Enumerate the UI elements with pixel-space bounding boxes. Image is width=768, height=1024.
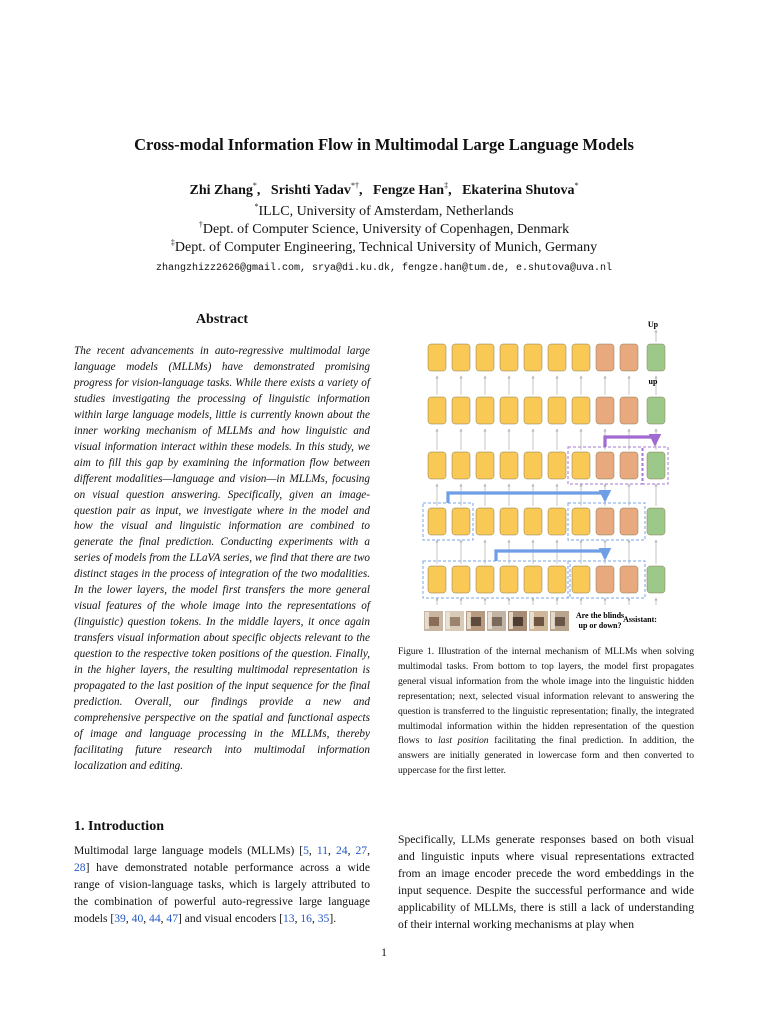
text-run: ] have demonstrated notable performance across a wide range of vision-language tasks, which is largely attributed to the combination of powerful auto-regressive large language models [ [74,861,370,925]
image-token [452,566,470,593]
image-token [548,397,566,424]
page-number: 1 [381,946,387,959]
image-token [428,397,446,424]
citation-link[interactable]: 11 [316,844,329,857]
question-text-line1: Are the blinds [575,611,625,620]
author-list: Zhi Zhang*, Srishti Yadav*†, Fengze Han‡, Ekaterina Shutova* [189,181,579,198]
image-patch-highlight [467,612,471,629]
image-token [524,566,542,593]
intro-paragraph-continued: Specifically, LLMs generate responses based on both visual and linguistic inputs where visual representations extracted from an image encoder precede the word embeddings in the input sequence. Despite the successful performance and wide applicability of MLLMs, there is still a lack of understanding of their internal working mechanisms at play when [398,833,694,931]
caption-text: Figure 1. Illustration of the internal mechanism of MLLMs when solving multimodal tasks. From bottom to top layers, the model first propagates general visual information from the whole image into the linguistic hidden representation; next, selected visual information relevant to answering the question is transferred to the linguistic representation; finally, the integrated multimodal information within the hidden representation of the question flows to [398,646,694,747]
caption-text: facilitating the final prediction. In addition, the answers are initially generated in lowercase form and then converted to uppercase for the first letter. [398,735,694,777]
caption-emphasis: last position [438,735,489,747]
image-token [572,566,590,593]
last-position-token [647,344,665,371]
question-token [596,452,614,479]
citation-link[interactable]: 16 [300,912,312,925]
image-token [500,452,518,479]
citation-link[interactable]: 28 [74,861,86,874]
paper-title: Cross-modal Information Flow in Multimodal Large Language Models [134,135,634,154]
image-patch-detail [533,617,544,626]
output-label-up: Up [647,320,659,329]
affiliation-mark: * [254,202,259,211]
affiliation [0,240,768,256]
image-token [572,344,590,371]
image-token [428,452,446,479]
image-token [476,397,494,424]
image-token [500,397,518,424]
image-patch-detail [449,617,460,626]
citation-link[interactable]: 47 [166,912,179,925]
intermediate-label-up: up [648,377,658,386]
question-text-line2: up or down? [578,621,622,630]
affiliation-text: Dept. of Computer Science, University of Copenhagen, Denmark [202,222,570,237]
last-position-token [647,397,665,424]
citation-link[interactable]: 24 [335,844,348,857]
citation-link[interactable]: 35 [317,912,330,925]
image-patch-detail [470,617,481,626]
image-token [476,508,494,535]
image-patch-detail [512,617,523,626]
general-visual-flow-arrow [496,551,605,561]
citation-link[interactable]: 44 [149,912,161,925]
image-patch-detail [428,617,439,626]
text-run: Multimodal large language models (MLLMs) [ [74,844,304,857]
abstract-heading: Abstract [195,312,249,327]
text-run: ] and visual encoders [ [178,912,283,925]
question-token [620,508,638,535]
affiliation-mark: ‡ [170,238,175,247]
citation-link[interactable]: 13 [282,912,295,925]
question-token [596,508,614,535]
image-token [572,397,590,424]
citation-link[interactable]: 5 [303,844,309,857]
image-token [548,508,566,535]
text-run: ]. [329,912,337,925]
image-token [500,508,518,535]
image-token [524,397,542,424]
author-mark: *† [350,181,359,190]
author-name: Zhi Zhang [189,183,253,198]
affiliation-text: Dept. of Computer Engineering, Technical University of Munich, Germany [174,240,598,255]
image-token [572,452,590,479]
author-mark: * [252,181,257,190]
image-patch-highlight [446,612,450,629]
question-token [620,452,638,479]
question-token [596,566,614,593]
citation-link[interactable]: 39 [114,912,126,925]
affiliation-text: ILLC, University of Amsterdam, Netherlands [258,204,514,219]
image-token [452,397,470,424]
intro-paragraph: Multimodal large language models (MLLMs) [5, 11, 24, 27, 28] have demonstrated notable performance across a wide range of vision-language tasks, which is largely attributed to the combination of powerful auto-regressive large language models [39, 40, 44, 47] and visual encoders [13, 16, 35]. [74,844,370,925]
image-token [428,508,446,535]
image-token [548,452,566,479]
image-token [548,566,566,593]
image-patch-highlight [551,612,555,629]
citation-link[interactable]: 40 [131,912,144,925]
affiliation-mark: † [198,220,203,229]
image-token [452,508,470,535]
image-token [452,344,470,371]
author-name: Ekaterina Shutova [462,183,575,198]
question-token [620,397,638,424]
figure-caption [398,645,694,779]
image-token [524,344,542,371]
figure-1-diagram [418,315,678,637]
image-patch-highlight [425,612,429,629]
image-token [572,508,590,535]
assistant-label: Assistant: [623,615,657,624]
image-token [524,508,542,535]
image-token [428,566,446,593]
image-token [452,452,470,479]
citation-link[interactable]: 27 [355,844,368,857]
image-token [548,344,566,371]
question-token [596,397,614,424]
author-emails: zhangzhizz2626@gmail.com, srya@di.ku.dk, fengze.han@tum.de, e.shutova@uva.nl [155,263,613,274]
image-patch-detail [554,617,565,626]
image-token [524,452,542,479]
image-token [476,452,494,479]
author-mark: ‡ [444,181,449,190]
image-token [500,566,518,593]
specific-visual-flow-arrow [448,493,605,503]
last-position-token [647,566,665,593]
image-patch-highlight [509,612,513,629]
image-token [476,344,494,371]
question-token [620,566,638,593]
image-patch-highlight [488,612,492,629]
image-token [500,344,518,371]
abstract-text: The recent advancements in auto-regressive multimodal large language models (MLLMs) have demonstrated promising progress for vision-language tasks. While there exists a variety of studies investigating the processing of linguistic information within large language models, little is currently known about the inner working mechanism of MLLMs and how linguistic and visual information interact within these models. In this study, we aim to fill this gap by examining the information flow between different modalities—language and vision—in MLLMs, focusing on visual question answering. Specifically, given an image-question pair as input, we investigate where in the model and how the visual and linguistic information are combined to generate the final prediction. Conducting experiments with a series of models from the LLaVA series, we find that there are two distinct stages in the process of integration of the two modalities. In the lower layers, the model first transfers the more general visual features of the whole image into the representations of (linguistic) question tokens. In the middle layers, it once again transfers visual information about specific objects relevant to the question to the respective token positions of the question. Finally, in the higher layers, the resulting multimodal representation is propagated to the last position of the input sequence for the final prediction. Overall, our findings provide a new and comprehensive perspective on the spatial and functional aspects of image and language processing in the MLLMs, thereby facilitating future research into multimodal information localization and editing. [74,345,370,772]
author-name: Srishti Yadav [270,183,351,198]
question-token [596,344,614,371]
affiliation [0,204,768,220]
author-mark: * [574,181,579,190]
affiliation [0,222,768,238]
last-position-token [647,452,665,479]
last-position-token [647,508,665,535]
image-patch-highlight [530,612,534,629]
image-token [476,566,494,593]
section-heading: 1. Introduction [74,819,164,834]
multimodal-to-last-position-arrow [605,437,655,447]
image-patch-detail [491,617,502,626]
image-token [428,344,446,371]
question-token [620,344,638,371]
author-name: Fengze Han [372,183,445,198]
